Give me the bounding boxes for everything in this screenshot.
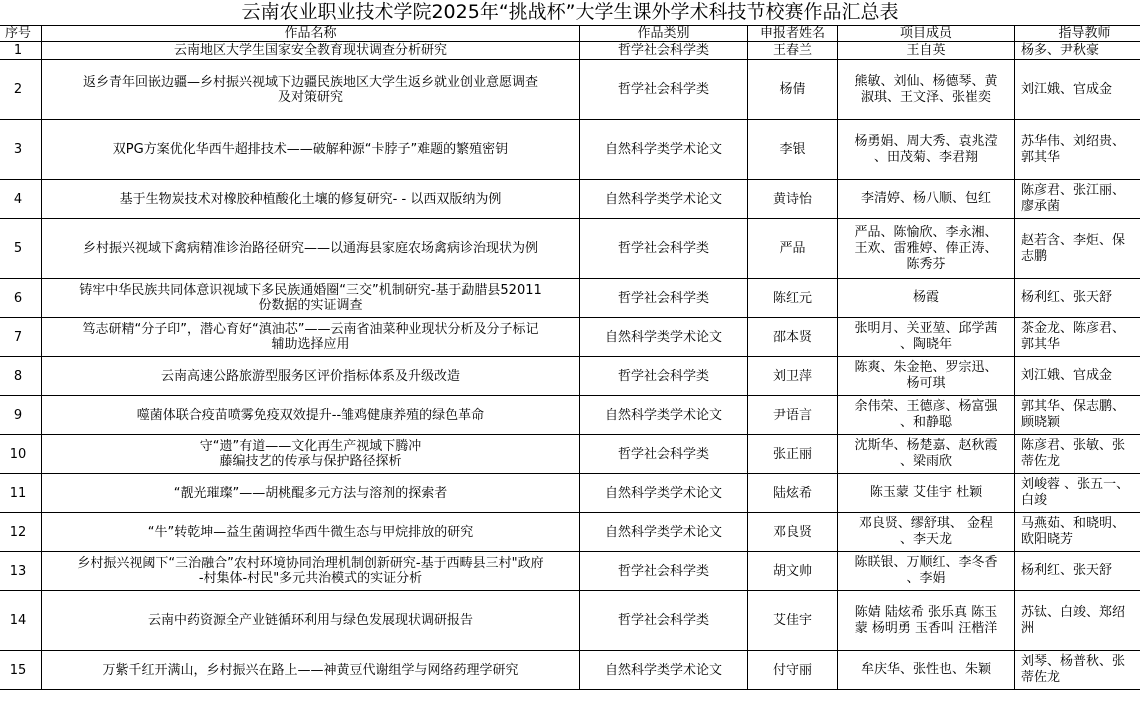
row-category: 哲学社会科学类 [580,219,748,279]
row-category: 哲学社会科学类 [580,60,748,120]
header-row [0,26,1140,42]
row-work-name: 乡村振兴视域下禽病精准诊治路径研究——以通海县家庭农场禽病诊治现状为例 [42,219,580,279]
row-members: 严品、陈愉欣、李永湘、 王欢、雷雅婷、俸正涛、 陈秀芬 [838,219,1015,279]
row-work-name: 万紫千红开满山，乡村振兴在路上——神黄豆代谢组学与网络药理学研究 [42,651,580,690]
table-row [0,435,1140,474]
row-teacher: 苏钛、白竣、郑绍 洲 [1015,591,1140,651]
row-members: 张明月、关亚堃、邱学茜 、陶晓年 [838,318,1015,357]
table-row [0,651,1140,690]
row-applicant: 张正丽 [748,435,838,474]
row-category: 自然科学类学术论文 [580,396,748,435]
row-teacher: 马燕茹、和晓明、 欧阳晓芳 [1015,513,1140,552]
row-category: 自然科学类学术论文 [580,120,748,180]
row-teacher: 杨利红、张天舒 [1015,279,1140,318]
row-members: 杨勇娟、周大秀、袁兆滢 、田茂菊、李君翔 [838,120,1015,180]
row-work-name: 双PG方案优化华西牛超排技术——破解种源“卡脖子”难题的繁殖密钥 [42,120,580,180]
row-work-name: 基于生物炭技术对橡胶种植酸化土壤的修复研究- - 以西双版纳为例 [42,180,580,219]
row-teacher: 陈彦君、张敏、张 蒂佐龙 [1015,435,1140,474]
row-teacher: 刘江娥、官成金 [1015,60,1140,120]
row-category: 自然科学类学术论文 [580,180,748,219]
row-members: 熊敏、刘仙、杨德琴、黄 淑琪、王文泽、张崔奕 [838,60,1015,120]
row-applicant: 艾佳宇 [748,591,838,651]
row-category: 哲学社会科学类 [580,357,748,396]
row-applicant: 刘卫萍 [748,357,838,396]
works-table [0,25,1140,690]
row-members: 陈爽、朱金艳、罗宗迅、 杨可琪 [838,357,1015,396]
row-no: 12 [0,513,42,552]
page-title: 云南农业职业技术学院2025年“挑战杯”大学生课外学术科技节校赛作品汇总表 [241,1,899,23]
table-row [0,318,1140,357]
row-work-name: 噬菌体联合疫苗喷雾免疫双效提升--雏鸡健康养殖的绿色革命 [42,396,580,435]
table-row [0,474,1140,513]
row-no: 4 [0,180,42,219]
row-no: 6 [0,279,42,318]
row-category: 自然科学类学术论文 [580,513,748,552]
row-applicant: 李银 [748,120,838,180]
row-teacher: 刘琴、杨普秋、张 蒂佐龙 [1015,651,1140,690]
row-no: 3 [0,120,42,180]
row-teacher: 赵若含、李炬、保 志鹏 [1015,219,1140,279]
header-applicant: 申报者姓名 [748,26,838,42]
row-work-name: 笃志研精“分子印”，潜心育好“滇油芯”——云南省油菜种业现状分析及分子标记 辅助选择应用 [42,318,580,357]
row-no: 1 [0,42,42,60]
row-applicant: 付守丽 [748,651,838,690]
row-teacher: 杨多、尹秋豪 [1015,42,1140,60]
row-category: 哲学社会科学类 [580,435,748,474]
row-applicant: 陆炫希 [748,474,838,513]
table-row [0,60,1140,120]
row-members: 邓良贤、缪舒琪、 金程 、李天龙 [838,513,1015,552]
header-name: 作品名称 [42,26,580,42]
row-no: 7 [0,318,42,357]
row-category: 自然科学类学术论文 [580,318,748,357]
row-teacher: 茶金龙、陈彦君、 郭其华 [1015,318,1140,357]
row-teacher: 刘江娥、官成金 [1015,357,1140,396]
row-applicant: 黄诗怡 [748,180,838,219]
row-work-name: 云南地区大学生国家安全教育现状调查分析研究 [42,42,580,60]
row-category: 哲学社会科学类 [580,279,748,318]
row-applicant: 王春兰 [748,42,838,60]
row-applicant: 严品 [748,219,838,279]
row-applicant: 胡文帅 [748,552,838,591]
row-members: 杨霞 [838,279,1015,318]
row-category: 自然科学类学术论文 [580,651,748,690]
table-row [0,513,1140,552]
header-teacher: 指导教师 [1015,26,1140,42]
row-applicant: 尹语言 [748,396,838,435]
row-teacher: 杨利红、张天舒 [1015,552,1140,591]
row-no: 2 [0,60,42,120]
row-teacher: 苏华伟、刘绍贵、 郭其华 [1015,120,1140,180]
table-row [0,279,1140,318]
row-members: 王自英 [838,42,1015,60]
row-work-name: “靓光璀璨”——胡桃醌多元方法与溶剂的探索者 [42,474,580,513]
header-category: 作品类别 [580,26,748,42]
header-no: 序号 [0,26,42,42]
row-no: 8 [0,357,42,396]
table-row [0,219,1140,279]
header-members: 项目成员 [838,26,1015,42]
row-teacher: 陈彦君、张江丽、 廖承菌 [1015,180,1140,219]
table-row [0,396,1140,435]
row-category: 哲学社会科学类 [580,552,748,591]
row-members: 陈婧 陆炫希 张乐真 陈玉 蒙 杨明勇 玉香叫 汪楷洋 [838,591,1015,651]
row-no: 11 [0,474,42,513]
row-teacher: 郭其华、保志鹏、 顾晓颖 [1015,396,1140,435]
row-work-name: 云南高速公路旅游型服务区评价指标体系及升级改造 [42,357,580,396]
row-members: 李清婷、杨八顺、包红 [838,180,1015,219]
table-row [0,180,1140,219]
row-no: 15 [0,651,42,690]
row-work-name: 乡村振兴视阈下“三治融合”农村环境协同治理机制创新研究-基于西畴县三村"政府 -村集体-村民"多元共治模式的实证分析 [42,552,580,591]
table-row [0,591,1140,651]
row-members: 余伟荣、王德彦、杨富强 、和静聪 [838,396,1015,435]
row-no: 10 [0,435,42,474]
table-row [0,357,1140,396]
row-members: 陈眹银、万顺红、李冬香 、李娟 [838,552,1015,591]
row-category: 自然科学类学术论文 [580,474,748,513]
row-work-name: “牛”转乾坤—益生菌调控华西牛微生态与甲烷排放的研究 [42,513,580,552]
row-members: 牟庆华、张性也、朱颖 [838,651,1015,690]
row-no: 5 [0,219,42,279]
row-applicant: 杨倩 [748,60,838,120]
row-work-name: 云南中药资源全产业链循环利用与绿色发展现状调研报告 [42,591,580,651]
row-no: 9 [0,396,42,435]
table-row [0,120,1140,180]
row-work-name: 返乡青年回嵌边疆—乡村振兴视域下边疆民族地区大学生返乡就业创业意愿调查 及对策研究 [42,60,580,120]
row-category: 哲学社会科学类 [580,591,748,651]
row-no: 14 [0,591,42,651]
row-members: 沈斯华、杨楚嘉、赵秋霞 、梁雨欣 [838,435,1015,474]
row-teacher: 刘峻蓉 、张五一、 白竣 [1015,474,1140,513]
row-work-name: 铸牢中华民族共同体意识视域下多民族通婚圈“三交”机制研究-基于勐腊县52011 份数据的实证调查 [42,279,580,318]
row-no: 13 [0,552,42,591]
row-applicant: 邓良贤 [748,513,838,552]
row-applicant: 邵本贤 [748,318,838,357]
table-row [0,42,1140,60]
row-members: 陈玉蒙 艾佳宇 杜颖 [838,474,1015,513]
row-applicant: 陈红元 [748,279,838,318]
row-work-name: 守“遗”有道——文化再生产视域下腾冲 藤编技艺的传承与保护路径探析 [42,435,580,474]
row-category: 哲学社会科学类 [580,42,748,60]
table-row [0,552,1140,591]
